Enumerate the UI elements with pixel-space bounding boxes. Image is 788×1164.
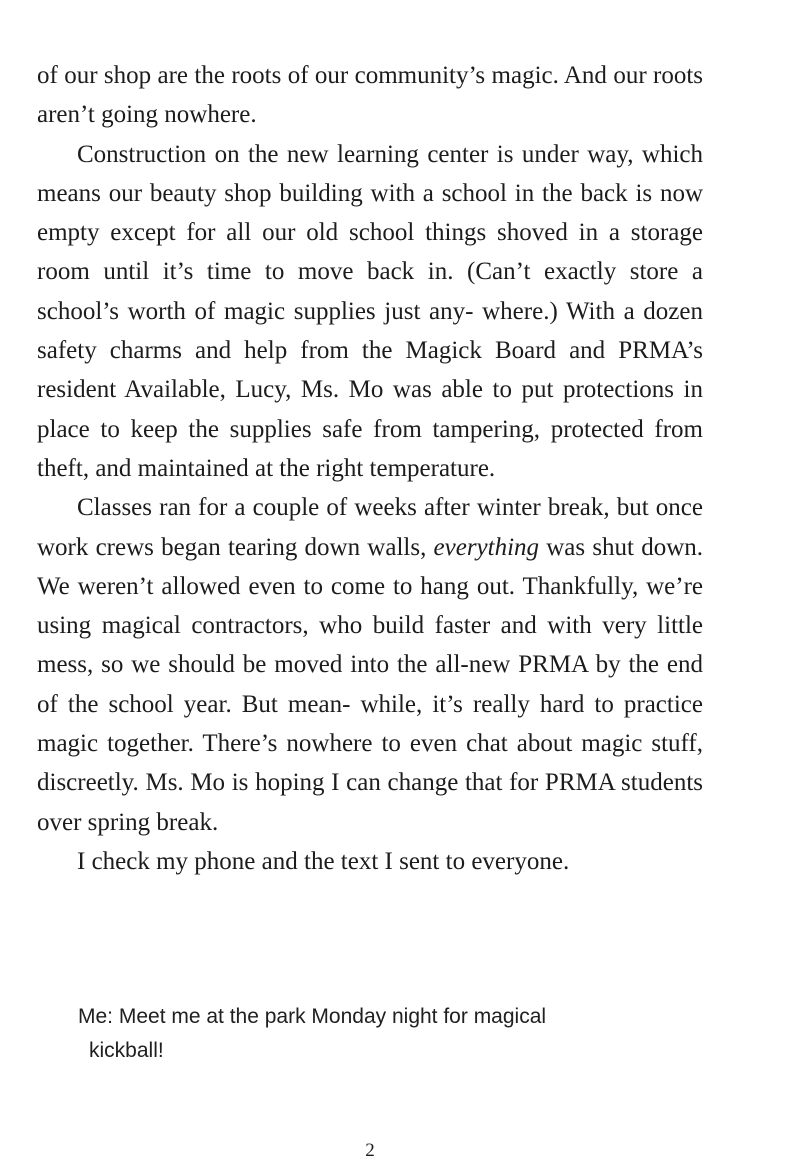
text-run: back is now empty except for all our old school things shoved: [37, 179, 704, 247]
text-run: Thankfully, we’re using magical contractors, who build: [37, 572, 704, 640]
text-run: Construction on the new learning center is under way,: [77, 140, 634, 168]
paragraph: [37, 842, 703, 881]
page-number: 2: [365, 1140, 375, 1161]
text-run: which means our beauty shop building with a school in the: [37, 140, 704, 207]
text-run: I check my phone and the text I sent to everyone.: [77, 847, 570, 875]
paragraph: [37, 135, 703, 489]
text-run: break.: [156, 808, 219, 836]
text-run: was able to put protections in place to keep the supplies safe: [37, 376, 704, 443]
text-run: Classes ran for a couple of weeks after winter break, but: [77, 494, 649, 522]
paragraph: [37, 56, 703, 135]
text-message-line: kickball!: [89, 1039, 164, 1062]
text-run: our roots aren’t going nowhere.: [37, 62, 704, 129]
text-run: is hoping I can change that for PRMA students over spring: [37, 769, 704, 836]
emphasized-text: everything: [433, 533, 540, 561]
text-run: faster and with very little mess, so we should be moved into: [37, 612, 704, 679]
text-run: from tampering, protected from theft, and maintained at the: [37, 415, 704, 482]
text-run: exactly store a school’s worth of magic supplies just any-: [37, 258, 704, 325]
text-run: once work crews began tearing down walls,: [37, 494, 703, 561]
text-run: nowhere to even chat about magic stuff, discreetly. Ms. Mo: [37, 730, 703, 797]
text-message: [78, 1000, 678, 1068]
text-run: the all-new PRMA by the end of the school year. But mean-: [37, 651, 703, 718]
text-run: in a storage room until it’s time to move back in. (Can’t: [37, 219, 703, 286]
text-run: of our shop are the roots of our community’s magic. And: [37, 62, 607, 89]
text-run: shut down. We weren’t allowed even to come to hang out.: [37, 533, 704, 600]
text-run: while, it’s really hard to practice magic together. There’s: [37, 690, 703, 758]
text-run: where.) With a dozen safety charms and help from the: [37, 297, 703, 365]
text-run: Magick Board and PRMA’s resident Available, Lucy, Ms. Mo: [37, 337, 704, 404]
text-message-line: Me: Meet me at the park Monday night for magical: [78, 1005, 547, 1028]
text-run: was: [539, 533, 586, 561]
body-text: [37, 56, 703, 881]
text-run: right temperature.: [316, 454, 496, 482]
paragraph: [37, 488, 703, 842]
